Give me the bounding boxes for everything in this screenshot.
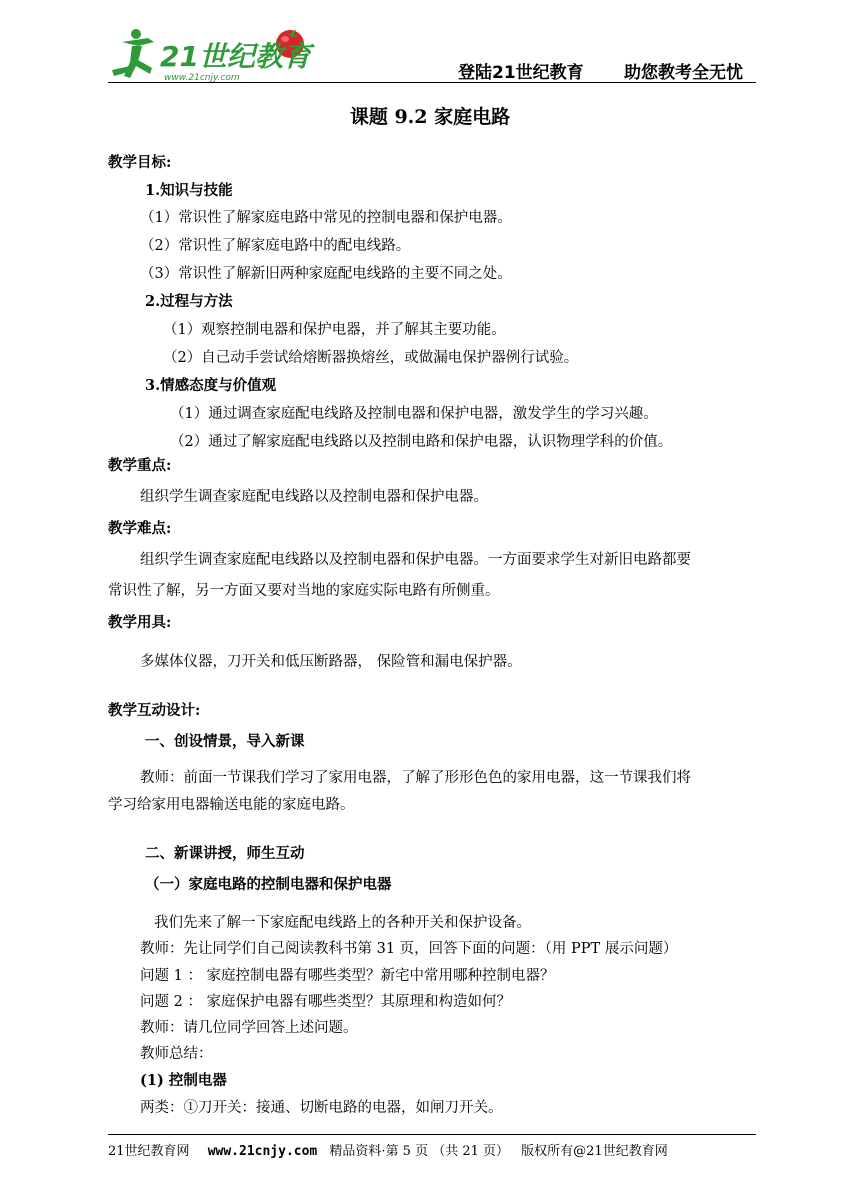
paragraph: 我们先来了解一下家庭配电线路上的各种开关和保护设备。 (154, 915, 531, 931)
question-line: 问题 1 ： 家庭控制电器有哪些类型？新宅中常用哪种控制电器？ (140, 968, 555, 984)
logo-21cnjy (108, 20, 318, 90)
slogan-right: 助您教考全无忧 (624, 63, 743, 83)
difficulties-text: 组织学生调查家庭配电线路以及控制电器和保护电器。一方面要求学生对新旧电路都要 (140, 552, 691, 568)
key-points-text: 组织学生调查家庭配电线路以及控制电器和保护电器。 (140, 489, 488, 505)
slogan-left: 登陆21世纪教育 (458, 63, 584, 83)
objective-item: （1）观察控制电器和保护电器，并了解其主要功能。 (163, 322, 506, 338)
running-figure-icon (112, 29, 154, 78)
page-title: 课题 9.2 家庭电路 (349, 106, 511, 128)
part2-subheading: （一）家庭电路的控制电器和保护电器 (145, 876, 392, 893)
footer-divider (108, 1134, 756, 1135)
paragraph: 教师：先让同学们自己阅读教科书第 31 页，回答下面的问题：（用 PPT 展示问题） (140, 941, 678, 957)
paragraph: 两类：①刀开关：接通、切断电路的电器，如闸刀开关。 (140, 1100, 503, 1116)
objective-item: （1）通过调查家庭配电线路及控制电器和保护电器，激发学生的学习兴趣。 (170, 406, 658, 422)
objective-item: （1）常识性了解家庭电路中常见的控制电器和保护电器。 (140, 210, 512, 226)
difficulties-text: 常识性了解，另一方面又要对当地的家庭实际电路有所侧重。 (108, 583, 500, 599)
objective-process-label: 2.过程与方法 (145, 293, 233, 310)
objective-attitude-label: 3.情感态度与价值观 (145, 377, 277, 394)
control-heading: (1) 控制电器 (140, 1072, 227, 1089)
page-footer (108, 1140, 668, 1159)
footer-site: 21世纪教育网 (108, 1144, 190, 1159)
tools-heading: 教学用具: (108, 614, 172, 631)
part1-heading: 一、创设情景，导入新课 (145, 733, 305, 750)
objectives-heading: 教学目标: (108, 154, 172, 171)
key-points-heading: 教学重点: (108, 457, 172, 474)
header-divider (108, 82, 756, 83)
part2-heading: 二、新课讲授，师生互动 (145, 845, 305, 862)
difficulties-heading: 教学难点: (108, 520, 172, 537)
question-line: 问题 2 ： 家庭保护电器有哪些类型？其原理和构造如何？ (140, 994, 512, 1010)
objective-knowledge-label: 1.知识与技能 (145, 182, 233, 199)
page-header (0, 0, 860, 90)
objective-item: （2）通过了解家庭配电线路以及控制电路和保护电器，认识物理学科的价值。 (170, 434, 673, 450)
paragraph: 教师总结： (140, 1046, 213, 1062)
objective-item: （2）常识性了解家庭电路中的配电线路。 (140, 238, 411, 254)
logo-text: 21世纪教育 (160, 40, 311, 73)
footer-page-info: 精品资料·第 5 页 （共 21 页） (329, 1144, 510, 1159)
tools-text: 多媒体仪器，刀开关和低压断路器， 保险管和漏电保护器。 (140, 654, 522, 670)
paragraph: 教师：前面一节课我们学习了家用电器，了解了形形色色的家用电器，这一节课我们将 (140, 770, 691, 786)
footer-url[interactable]: www.21cnjy.com (207, 1144, 318, 1159)
paragraph: 学习给家用电器输送电能的家庭电路。 (108, 797, 355, 813)
logo-url: www.21cnjy.com (164, 73, 240, 83)
objective-item: （2）自己动手尝试给熔断器换熔丝，或做漏电保护器例行试验。 (163, 350, 579, 366)
objective-item: （3）常识性了解新旧两种家庭配电线路的主要不同之处。 (140, 266, 512, 282)
footer-copyright: 版权所有@21世纪教育网 (521, 1144, 668, 1159)
design-heading: 教学互动设计: (108, 702, 201, 719)
paragraph: 教师：请几位同学回答上述问题。 (140, 1020, 358, 1036)
